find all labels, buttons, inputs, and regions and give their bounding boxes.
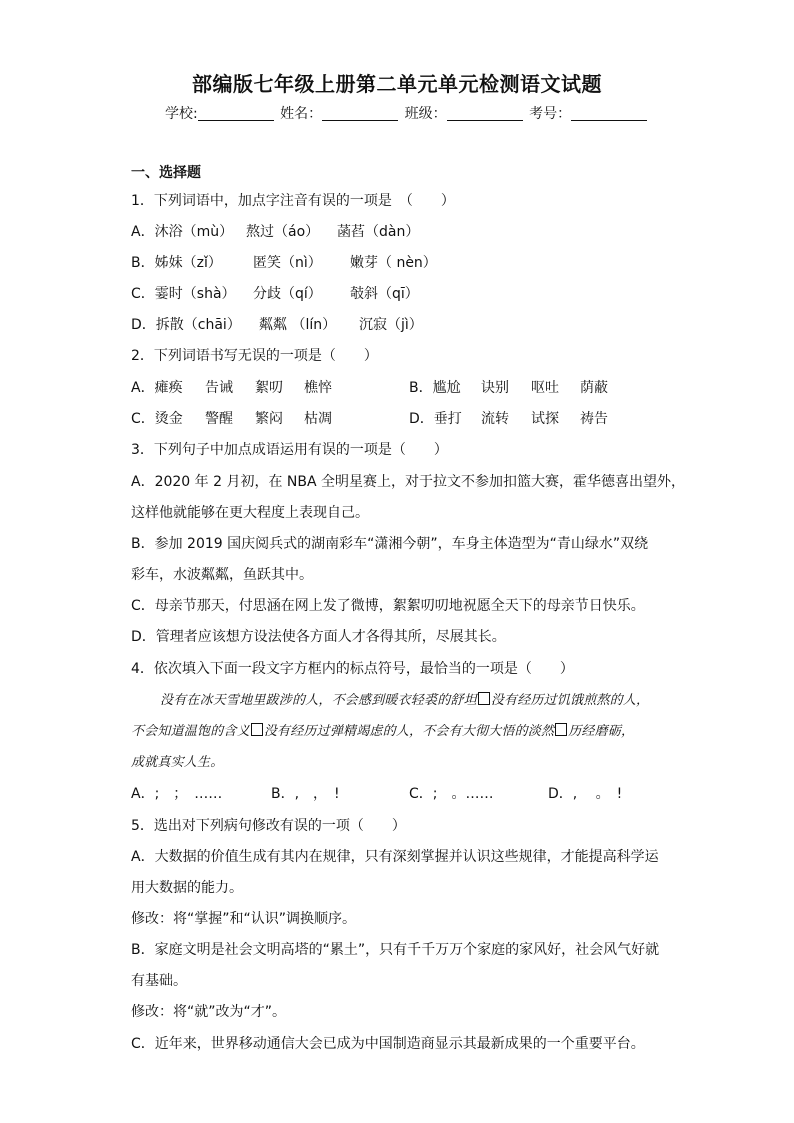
name-label: 姓名： — [280, 106, 323, 122]
q2-option-d-4: 祷告 — [580, 411, 608, 427]
student-info-line — [165, 103, 649, 123]
q4-passage-part: 没有在冰天雪地里跋涉的人，不会感到暖衣轻裘的舒坦 — [160, 693, 477, 708]
q2-option-d-3: 试探 — [531, 411, 559, 427]
q1-option-c-1: C．霎时（shà） — [131, 286, 236, 302]
q2-option-c-1: C．烫金 — [131, 411, 183, 427]
q4-passage-line1 — [160, 692, 649, 710]
q4-option-d: D．, 。 ! — [548, 786, 623, 802]
q2-option-a-4: 樵悴 — [304, 380, 332, 396]
q1-option-d-1: D．拆散（chāi） — [131, 317, 241, 333]
q2-option-a-1: A．瘫痪 — [131, 380, 183, 396]
q2-option-c-3: 繁闷 — [255, 411, 283, 427]
q3-option-c: C．母亲节那天，付思涵在网上发了微博，絮絮叨叨地祝愿全天下的母亲节日快乐。 — [131, 598, 645, 614]
q4-passage-line2 — [131, 723, 634, 741]
q2-option-a-2: 告诫 — [205, 380, 233, 396]
q2-option-d-2: 流转 — [481, 411, 509, 427]
q4-passage-part: 历经磨砺， — [568, 724, 635, 739]
q2-option-c-2: 警醒 — [205, 411, 233, 427]
q3-option-a-line1: A．2020 年 2 月初，在 NBA 全明星赛上，对于拉文不参加扣篮大赛，霍华德喜出望外， — [131, 474, 686, 490]
q1-option-a-3: 菡萏（dàn） — [337, 224, 420, 240]
q5-option-b-line1: B．家庭文明是社会文明高塔的“累土”，只有千千万万个家庭的家风好，社会风气好就 — [131, 942, 660, 958]
blank-box — [555, 723, 567, 736]
q3-option-d: D．管理者应该想方设法使各方面人才各得其所，尽展其长。 — [131, 629, 506, 645]
school-blank[interactable] — [198, 106, 274, 121]
q1-option-d-2: 粼粼 （lín） — [259, 317, 337, 333]
q4-option-a: A．; ； …… — [131, 786, 223, 802]
number-blank[interactable] — [571, 106, 647, 121]
q5-option-b-fix: 修改：将“就”改为“才”。 — [131, 1004, 287, 1020]
q1-option-a-2: 熬过（áo） — [246, 224, 320, 240]
q5-option-c-line1: C．近年来，世界移动通信大会已成为中国制造商显示其最新成果的一个重要平台。 — [131, 1036, 645, 1052]
q3-stem: 3．下列句子中加点成语运用有误的一项是（ ） — [131, 442, 448, 458]
blank-box — [251, 723, 263, 736]
class-label: 班级： — [404, 106, 447, 122]
name-blank[interactable] — [322, 106, 398, 121]
q4-stem: 4．依次填入下面一段文字方框内的标点符号，最恰当的一项是（ ） — [131, 661, 574, 677]
q4-option-b: B．, ， ! — [271, 786, 340, 802]
q2-stem: 2．下列词语书写无误的一项是（ ） — [131, 348, 378, 364]
section-heading: 一、选择题 — [131, 165, 201, 181]
q1-option-b-3: 嫩芽（ nèn） — [350, 255, 437, 271]
q3-option-b-line2: 彩车，水波粼粼，鱼跃其中。 — [131, 567, 313, 583]
number-label: 考号： — [529, 106, 572, 122]
blank-box — [478, 692, 490, 705]
q4-passage-part: 没有经历过饥饿煎熬的人， — [490, 693, 650, 708]
q5-option-a-line2: 用大数据的能力。 — [131, 880, 243, 896]
q1-option-b-2: 匿笑（nì） — [253, 255, 322, 271]
q1-option-d-3: 沉寂（jì） — [359, 317, 423, 333]
q4-option-c: C．; 。…… — [409, 786, 494, 802]
q2-option-c-4: 枯凋 — [304, 411, 332, 427]
school-label: 学校: — [165, 106, 198, 122]
q2-option-b-3: 呕吐 — [531, 380, 559, 396]
page-title: 部编版七年级上册第二单元单元检测语文试题 — [192, 72, 602, 96]
class-blank[interactable] — [447, 106, 523, 121]
q5-stem: 5．选出对下列病句修改有误的一项（ ） — [131, 818, 406, 834]
q2-option-d-1: D．垂打 — [409, 411, 462, 427]
q2-option-b-4: 荫蔽 — [580, 380, 608, 396]
q4-passage-part: 不会知道温饱的含义 — [131, 724, 250, 739]
q3-option-b-line1: B．参加 2019 国庆阅兵式的湖南彩车“潇湘今朝”，车身主体造型为“青山绿水”双绕 — [131, 536, 649, 552]
q4-passage-part: 没有经历过弹精竭虑的人，不会有大彻大悟的淡然 — [263, 724, 555, 739]
q1-option-c-2: 分歧（qí） — [253, 286, 322, 302]
q4-passage-line3: 成就真实人生。 — [131, 755, 224, 770]
q5-option-b-line2: 有基础。 — [131, 973, 187, 989]
q2-option-a-3: 絮叨 — [255, 380, 283, 396]
q3-option-a-line2: 这样他就能够在更大程度上表现自己。 — [131, 505, 369, 521]
q2-option-b-2: 诀别 — [481, 380, 509, 396]
q1-option-a-1: A．沐浴（mù） — [131, 224, 234, 240]
q1-option-c-3: 攲斜（qī） — [350, 286, 419, 302]
q5-option-a-line1: A．大数据的价值生成有其内在规律，只有深刻掌握并认识这些规律，才能提高科学运 — [131, 849, 659, 865]
q5-option-a-fix: 修改：将“掌握”和“认识”调换顺序。 — [131, 911, 357, 927]
q2-option-b-1: B．尴尬 — [409, 380, 461, 396]
q1-stem: 1．下列词语中，加点字注音有误的一项是 （ ） — [131, 193, 455, 209]
q1-option-b-1: B．姊妹（zǐ） — [131, 255, 222, 271]
